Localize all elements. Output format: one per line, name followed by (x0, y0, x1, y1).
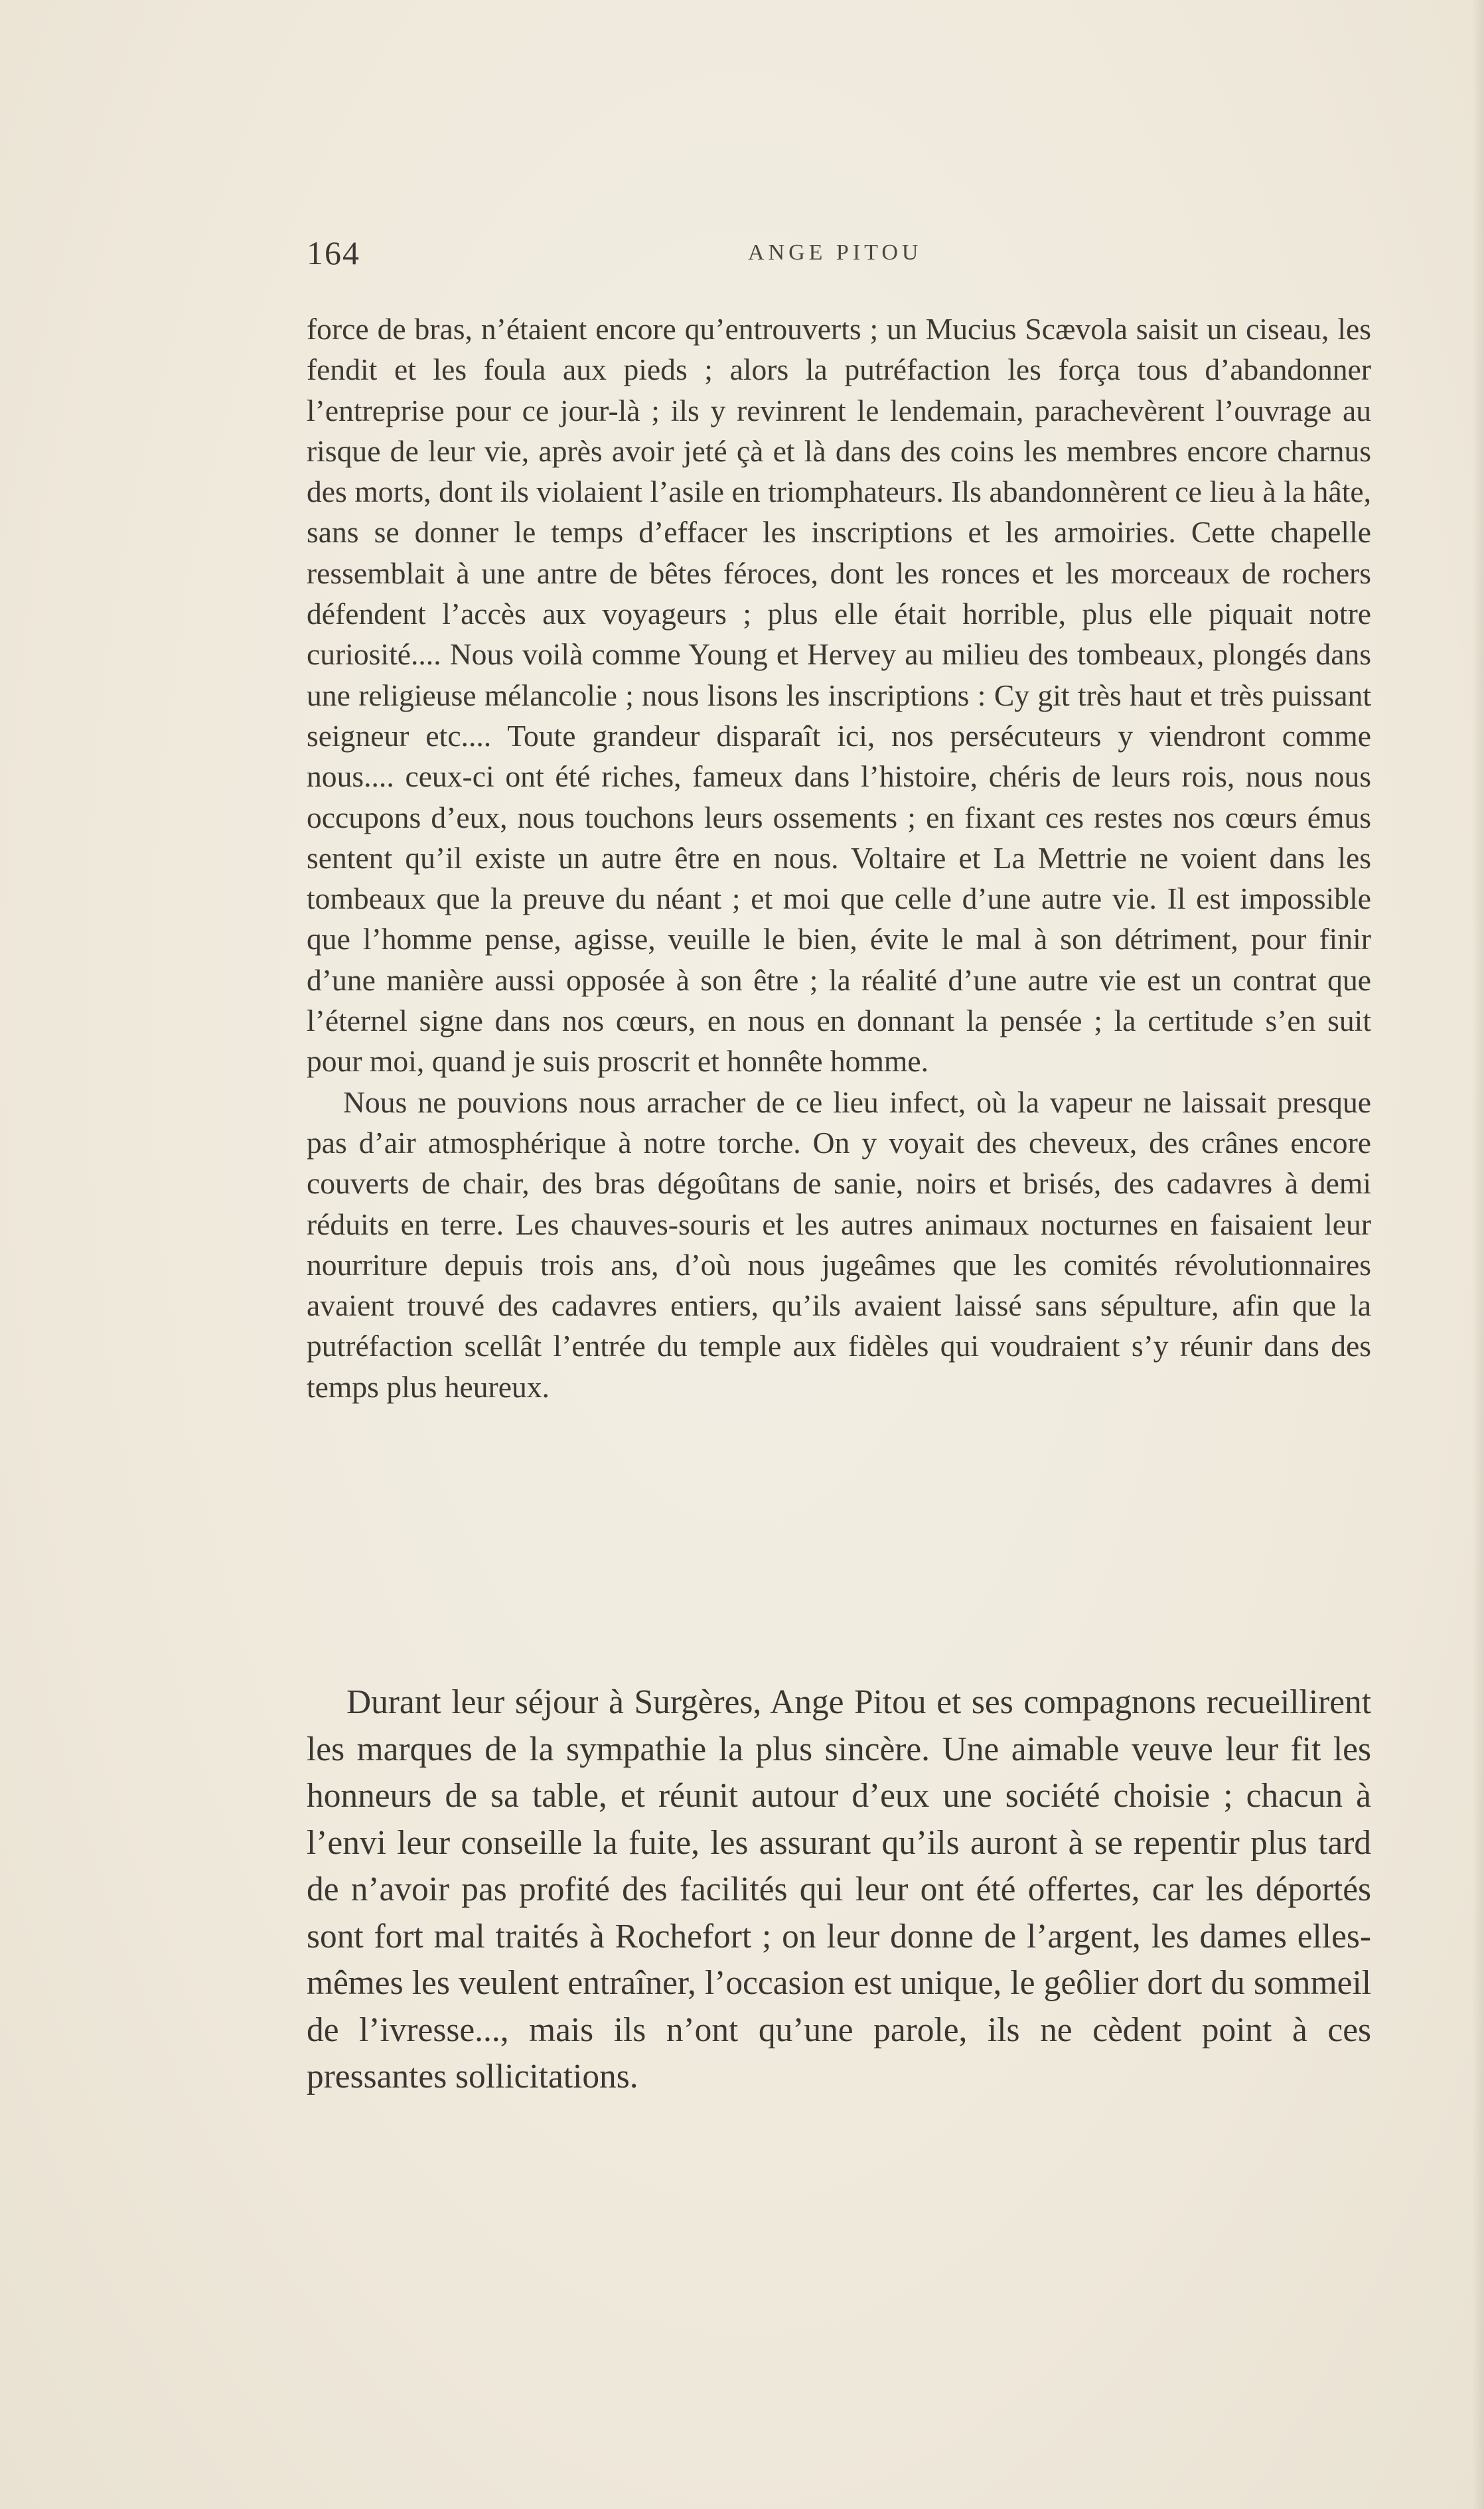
quoted-passage (307, 309, 1371, 1407)
quote-paragraph: force de bras, n’étaient encore qu’entrouverts ; un Mucius Scævola saisit un ciseau, les fendit et les foula aux pieds ; alors la putréfaction les força tous d’abandonner l’entreprise pour ce jour-là ; ils y revinrent le lendemain, parachevèrent l’ouvrage au risque de leur vie, après avoir jeté çà et là dans des coins les membres encore charnus des morts, dont ils violaient l’asile en triomphateurs. Ils abandonnèrent ce lieu à la hâte, sans se donner le temps d’effacer les inscriptions et les armoiries. Cette chapelle ressemblait à une antre de bêtes féroces, dont les ronces et les morceaux de rochers défendent l’accès aux voyageurs ; plus elle était horrible, plus elle piquait notre curiosité.... Nous voilà comme Young et Hervey au milieu des tombeaux, plongés dans une religieuse mélancolie ; nous lisons les inscriptions : Cy git très haut et très puissant seigneur etc.... Toute grandeur disparaît ici, nos persécuteurs y viendront comme nous.... ceux-ci ont été riches, fameux dans l’histoire, chéris de leurs rois, nous nous occupons d’eux, nous touchons leurs ossements ; en fixant ces restes nos cœurs émus sentent qu’il existe un autre être en nous. Voltaire et La Mettrie ne voient dans les tombeaux que la preuve du néant ; et moi que celle d’une autre vie. Il est impossible que l’homme pense, agisse, veuille le bien, évite le mal à son détriment, pour finir d’une manière aussi opposée à son être ; la réalité d’une autre vie est un contrat que l’éternel signe dans nos cœurs, en nous en donnant la pensée ; la certitude s’en suit pour moi, quand je suis proscrit et honnête homme. (307, 312, 1371, 1079)
body-text (307, 1679, 1371, 2101)
body-paragraph: Durant leur séjour à Surgères, Ange Pitou et ses compagnons recueillirent les marques de la sympathie la plus sincère. Une aimable veuve leur fit les honneurs de sa table, et réunit autour d’eux une société choisie ; chacun à l’envi leur conseille la fuite, les assurant qu’ils auront à se repentir plus tard de n’avoir pas profité des facilités qui leur ont été offertes, car les déportés sont fort mal traités à Rochefort ; on leur donne de l’argent, les dames elles-mêmes les veulent entraîner, l’occasion est unique, le geôlier dort du sommeil de l’ivresse..., mais ils n’ont qu’une parole, ils ne cèdent point à ces pressantes sollicitations. (307, 1683, 1371, 2095)
running-head (307, 234, 1369, 273)
quote-paragraph: Nous ne pouvions nous arracher de ce lieu infect, où la vapeur ne laissait presque pas d’air atmosphérique à notre torche. On y voyait des cheveux, des crânes encore couverts de chair, des bras dégoûtans de sanie, noirs et brisés, des cadavres à demi réduits en terre. Les chauves-souris et les autres animaux nocturnes en faisaient leur nourriture depuis trois ans, d’où nous jugeâmes que les comités révolutionnaires avaient trouvé des cadavres entiers, qu’ils avaient laissé sans sépulture, afin que la putréfaction scellât l’entrée du temple aux fidèles qui voudraient s’y réunir dans des temps plus heureux. (307, 1085, 1371, 1404)
running-title: ANGE PITOU (748, 240, 923, 265)
page-number: 164 (307, 234, 360, 271)
page-edge-shadow (1472, 0, 1484, 2509)
